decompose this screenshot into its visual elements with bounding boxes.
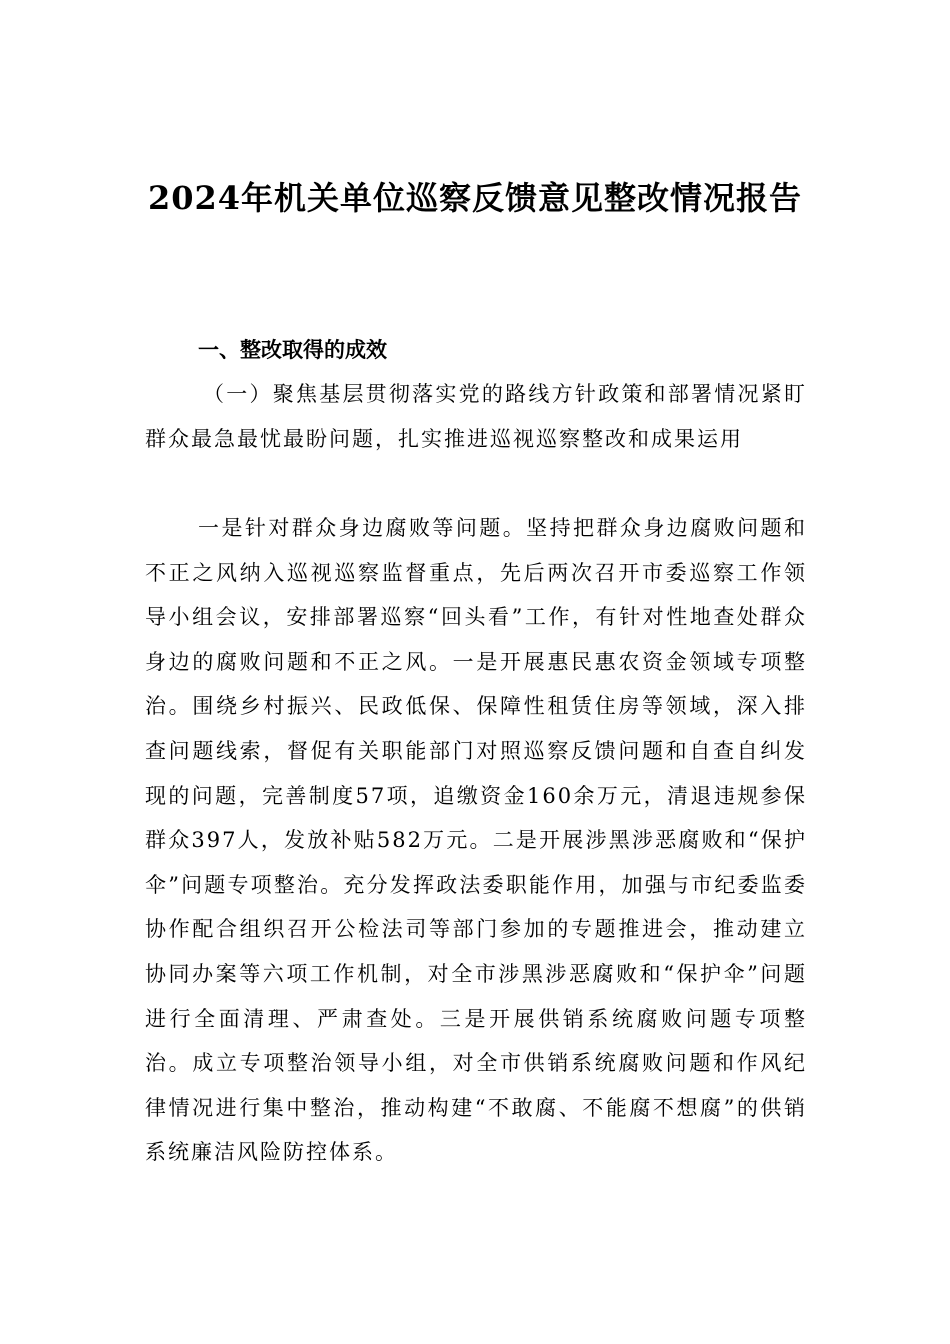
body-paragraph: 一是针对群众身边腐败等问题。坚持把群众身边腐败问题和不正之风纳入巡视巡察监督重点，先后两次召开市委巡察工作领导小组会议，安排部署巡察“回头看”工作，有针对性地查处群众身边的腐败问题和不正之风。一是开展惠民惠农资金领域专项整治。围绕乡村振兴、民政低保、保障性租赁住房等领域，深入排查问题线索，督促有关职能部门对照巡察反馈问题和自查自纠发现的问题，完善制度57项，追缴资金160余万元，清退违规参保群众397人，发放补贴582万元。二是开展涉黑涉恶腐败和“保护伞”问题专项整治。充分发挥政法委职能作用，加强与市纪委监委协作配合组织召开公检法司等部门参加的专题推进会，推动建立协同办案等六项工作机制，对全市涉黑涉恶腐败和“保护伞”问题进行全面清理、严肃查处。三是开展供销系统腐败问题专项整治。成立专项整治领导小组，对全市供销系统腐败问题和作风纪律情况进行集中整治，推动构建“不敢腐、不能腐不想腐”的供销系统廉洁风险防控体系。	[145, 516, 807, 1165]
document-title: 2024年机关单位巡察反馈意见整改情况报告	[147, 179, 803, 217]
subsection-heading: （一）聚焦基层贯彻落实党的路线方针政策和部署情况紧盯群众最急最忧最盼问题，扎实推进巡视巡察整改和成果运用	[145, 382, 807, 451]
section-heading: 一、整改取得的成效	[198, 338, 387, 362]
